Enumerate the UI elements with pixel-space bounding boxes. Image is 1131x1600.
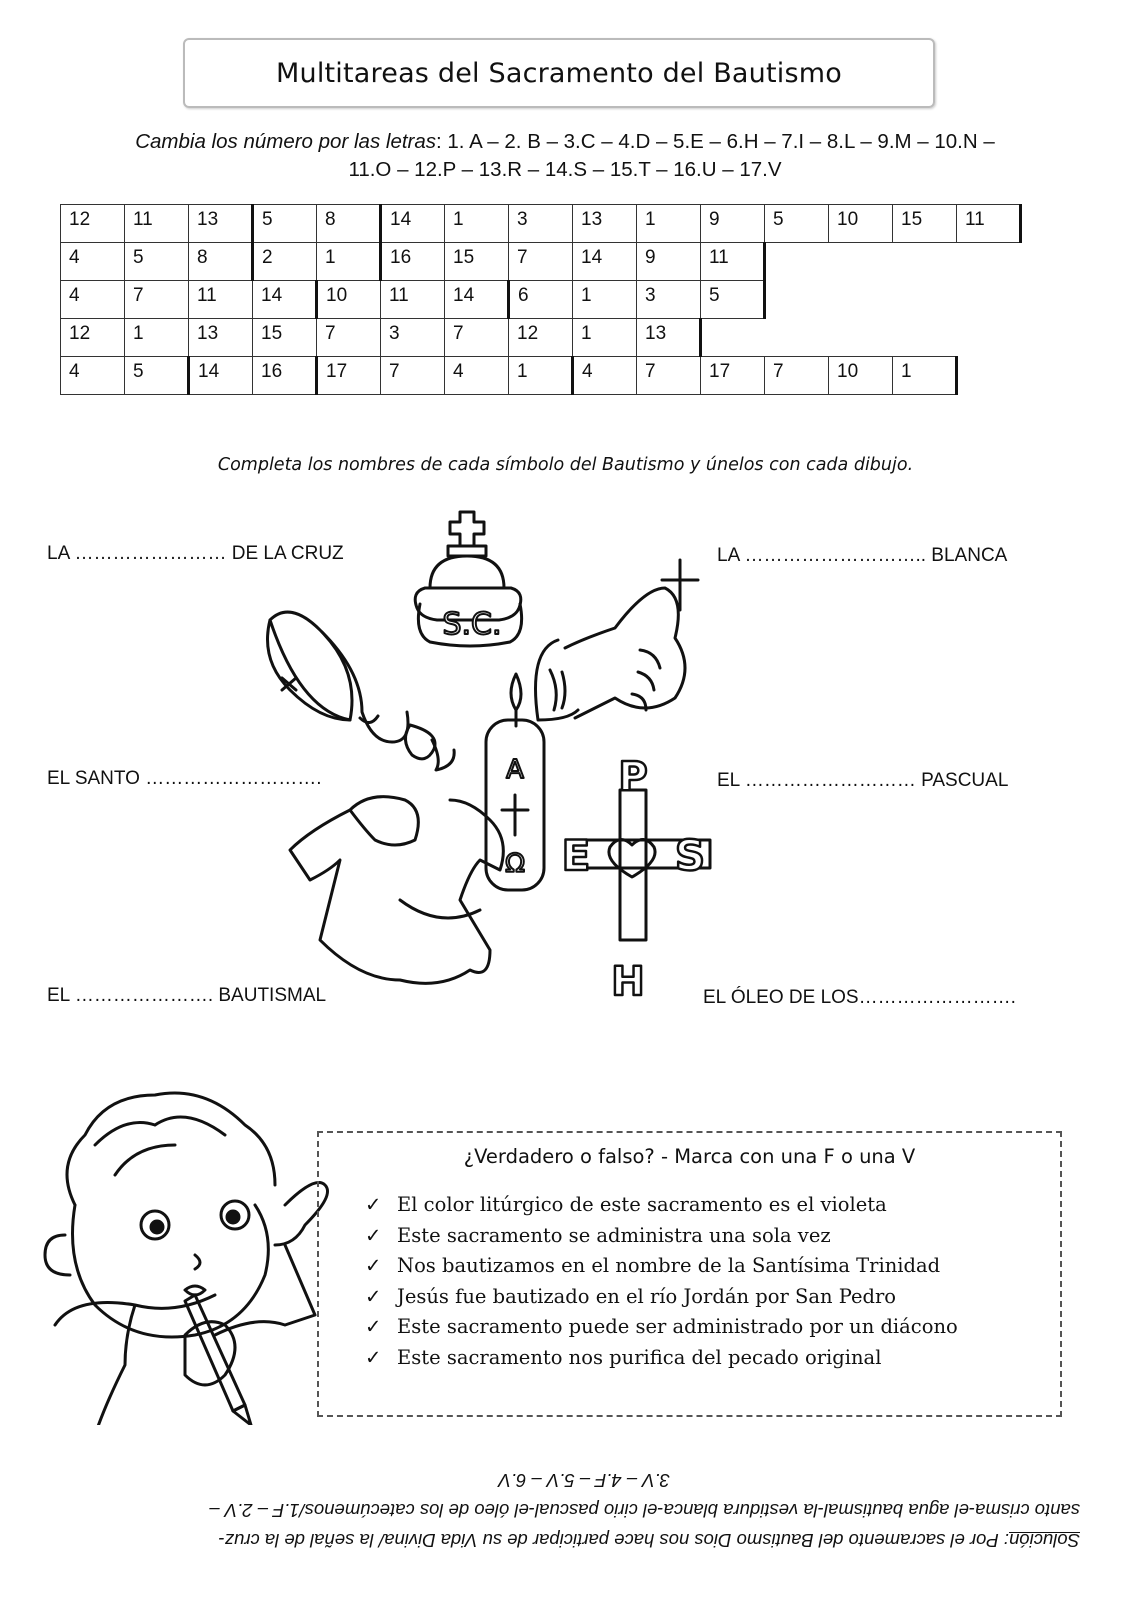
blank-cell xyxy=(957,243,1021,281)
statement-text: Este sacramento puede ser administrado por un diácono xyxy=(397,1315,958,1338)
cipher-cell[interactable]: 5 xyxy=(253,205,317,243)
cipher-cell[interactable]: 10 xyxy=(317,281,381,319)
cipher-cell[interactable]: 11 xyxy=(189,281,253,319)
statement-text: Nos bautizamos en el nombre de la Santísima Trinidad xyxy=(397,1254,941,1277)
cipher-cell[interactable]: 1 xyxy=(317,243,381,281)
cipher-instructions xyxy=(70,128,1060,184)
checkmark-icon: ✓ xyxy=(365,1254,382,1277)
omega-letter: Ω xyxy=(505,849,525,879)
cipher-cell[interactable]: 15 xyxy=(893,205,957,243)
statement-text: Este sacramento se administra una sola vez xyxy=(397,1223,831,1247)
cipher-cell[interactable]: 7 xyxy=(381,357,445,395)
checkmark-icon: ✓ xyxy=(365,1193,382,1216)
cipher-cell[interactable]: 4 xyxy=(61,357,125,395)
cipher-cell[interactable]: 6 xyxy=(509,281,573,319)
cross-with-letters-icon xyxy=(562,754,710,1005)
cipher-cell[interactable]: 4 xyxy=(61,281,125,319)
cipher-cell[interactable]: 7 xyxy=(317,319,381,357)
cipher-cell[interactable]: 13 xyxy=(637,319,701,357)
solution-line-1: : Por el sacramento del Bautismo Dios nos hace participar de su Vida Divina/ la señal de la cruz- xyxy=(218,1530,1010,1551)
label-santo-crisma[interactable]: EL SANTO ………………………. xyxy=(47,768,322,789)
true-false-list xyxy=(365,1190,958,1373)
cipher-cell[interactable]: 11 xyxy=(957,205,1021,243)
cipher-row xyxy=(61,319,1021,357)
cipher-cell[interactable]: 4 xyxy=(61,243,125,281)
list-item[interactable] xyxy=(365,1221,958,1252)
cipher-cell[interactable]: 13 xyxy=(189,319,253,357)
cipher-cell[interactable]: 1 xyxy=(573,281,637,319)
blank-cell xyxy=(765,319,829,357)
cipher-key-line-2: 11.O – 12.P – 13.R – 14.S – 15.T – 16.U – 17.V xyxy=(348,158,782,181)
list-item[interactable] xyxy=(365,1312,958,1343)
cipher-cell[interactable]: 7 xyxy=(125,281,189,319)
cipher-cell[interactable]: 12 xyxy=(61,205,125,243)
cipher-cell[interactable]: 3 xyxy=(509,205,573,243)
blank-cell xyxy=(893,281,957,319)
cipher-cell[interactable]: 16 xyxy=(381,243,445,281)
cipher-cell[interactable]: 7 xyxy=(509,243,573,281)
cipher-cell[interactable]: 4 xyxy=(445,357,509,395)
checkmark-icon: ✓ xyxy=(365,1315,382,1338)
cipher-cell[interactable]: 14 xyxy=(253,281,317,319)
statement-text: El color litúrgico de este sacramento es el violeta xyxy=(397,1193,887,1216)
cipher-cell[interactable]: 15 xyxy=(445,243,509,281)
cipher-cell[interactable]: 10 xyxy=(829,205,893,243)
blank-cell xyxy=(765,281,829,319)
cipher-cell[interactable]: 1 xyxy=(893,357,957,395)
label-oleo-catecumenos[interactable]: EL ÓLEO DE LOS……………………. xyxy=(703,987,1016,1008)
cipher-cell[interactable]: 7 xyxy=(445,319,509,357)
blank-cell xyxy=(957,319,1021,357)
cipher-cell[interactable]: 14 xyxy=(445,281,509,319)
symbols-instruction: Completa los nombres de cada símbolo del Bautismo y únelos con cada dibujo. xyxy=(217,455,914,475)
upside-down-solution xyxy=(20,1465,1110,1555)
blank-cell xyxy=(829,243,893,281)
cipher-cell[interactable]: 3 xyxy=(381,319,445,357)
cipher-cell[interactable]: 2 xyxy=(253,243,317,281)
cipher-cell[interactable]: 16 xyxy=(253,357,317,395)
blank-cell xyxy=(701,319,765,357)
solution-line-3: 3.V – 4.F – 5.V – 6.V xyxy=(498,1470,670,1491)
cipher-cell[interactable]: 14 xyxy=(189,357,253,395)
label-vestidura-blanca[interactable]: LA ……………………….. BLANCA xyxy=(717,545,1008,566)
cipher-cell[interactable]: 10 xyxy=(829,357,893,395)
cipher-cell[interactable]: 15 xyxy=(253,319,317,357)
cipher-cell[interactable]: 17 xyxy=(317,357,381,395)
cipher-instruction-lead: Cambia los número por las letras xyxy=(135,130,437,153)
list-item[interactable] xyxy=(365,1190,958,1221)
blank-cell xyxy=(829,319,893,357)
cipher-cell[interactable]: 5 xyxy=(701,281,765,319)
cipher-cell[interactable]: 1 xyxy=(573,319,637,357)
water-bowl-icon xyxy=(268,612,455,770)
checkmark-icon: ✓ xyxy=(365,1223,382,1247)
cipher-cell[interactable]: 9 xyxy=(701,205,765,243)
cross-letter-s: S xyxy=(674,831,706,880)
anointing-hand-icon xyxy=(536,560,699,720)
cipher-cell[interactable]: 3 xyxy=(637,281,701,319)
blank-cell xyxy=(957,357,1021,395)
cipher-grid xyxy=(60,204,1022,395)
checkmark-icon: ✓ xyxy=(365,1284,382,1308)
blank-cell xyxy=(893,319,957,357)
cipher-cell[interactable]: 4 xyxy=(573,357,637,395)
solution-label: Solución xyxy=(1009,1530,1080,1551)
blank-cell xyxy=(765,243,829,281)
cipher-cell[interactable]: 1 xyxy=(125,319,189,357)
blank-cell xyxy=(893,243,957,281)
statement-text: Jesús fue bautizado en el río Jordán por San Pedro xyxy=(397,1284,897,1308)
cipher-cell[interactable]: 13 xyxy=(189,205,253,243)
cipher-cell[interactable]: 17 xyxy=(701,357,765,395)
true-false-title: ¿Verdadero o falso? - Marca con una F o una V xyxy=(463,1145,916,1168)
checkmark-icon: ✓ xyxy=(365,1345,382,1369)
worksheet-title: Multitareas del Sacramento del Bautismo xyxy=(183,38,935,108)
cipher-row xyxy=(61,205,1021,243)
cipher-cell[interactable]: 12 xyxy=(61,319,125,357)
cipher-cell[interactable]: 1 xyxy=(509,357,573,395)
child-with-pencil-illustration xyxy=(35,1085,335,1425)
cipher-cell[interactable]: 12 xyxy=(509,319,573,357)
blank-cell xyxy=(957,281,1021,319)
cipher-cell[interactable]: 9 xyxy=(637,243,701,281)
label-agua-bautismal[interactable]: EL …………………. BAUTISMAL xyxy=(47,985,327,1006)
cross-letter-h: H xyxy=(611,959,645,1005)
blank-cell xyxy=(829,281,893,319)
cipher-cell[interactable]: 1 xyxy=(637,205,701,243)
cipher-cell[interactable]: 11 xyxy=(381,281,445,319)
cipher-cell[interactable]: 7 xyxy=(637,357,701,395)
cipher-cell[interactable]: 11 xyxy=(125,205,189,243)
cipher-cell[interactable]: 5 xyxy=(125,243,189,281)
baptism-symbols-illustration xyxy=(260,500,740,1010)
list-item[interactable] xyxy=(365,1282,958,1313)
cross-letter-p: P xyxy=(618,754,648,800)
cipher-row xyxy=(61,243,1021,281)
list-item[interactable] xyxy=(365,1251,958,1282)
cipher-cell[interactable]: 7 xyxy=(765,357,829,395)
cipher-row xyxy=(61,357,1021,395)
cipher-cell[interactable]: 8 xyxy=(317,205,381,243)
solution-line-2: santo crisma-el agua bautismal-la vestidura blanca-el cirio pascual-el óleo de los catecúmenos/1.F – 2.V – xyxy=(209,1500,1080,1521)
statement-text: Este sacramento nos purifica del pecado original xyxy=(397,1345,882,1369)
cipher-row xyxy=(61,281,1021,319)
cipher-cell[interactable]: 5 xyxy=(125,357,189,395)
cipher-cell[interactable]: 14 xyxy=(573,243,637,281)
cipher-cell[interactable]: 5 xyxy=(765,205,829,243)
label-cirio-pascual[interactable]: EL ……………………… PASCUAL xyxy=(717,770,1009,791)
label-senal-cruz[interactable]: LA …………………… DE LA CRUZ xyxy=(47,543,344,564)
white-garment-icon xyxy=(290,797,503,984)
chrism-label: S.C. xyxy=(442,607,502,642)
chrism-jar-icon xyxy=(415,512,521,646)
cipher-cell[interactable]: 14 xyxy=(381,205,445,243)
cipher-cell[interactable]: 11 xyxy=(701,243,765,281)
list-item[interactable] xyxy=(365,1343,958,1374)
cipher-cell[interactable]: 8 xyxy=(189,243,253,281)
cipher-key-line-1: : 1. A – 2. B – 3.C – 4.D – 5.E – 6.H – 7.I – 8.L – 9.M – 10.N – xyxy=(436,130,995,153)
cross-letter-e: E xyxy=(561,831,591,880)
cipher-cell[interactable]: 1 xyxy=(445,205,509,243)
alpha-letter: A xyxy=(506,755,524,785)
cipher-cell[interactable]: 13 xyxy=(573,205,637,243)
